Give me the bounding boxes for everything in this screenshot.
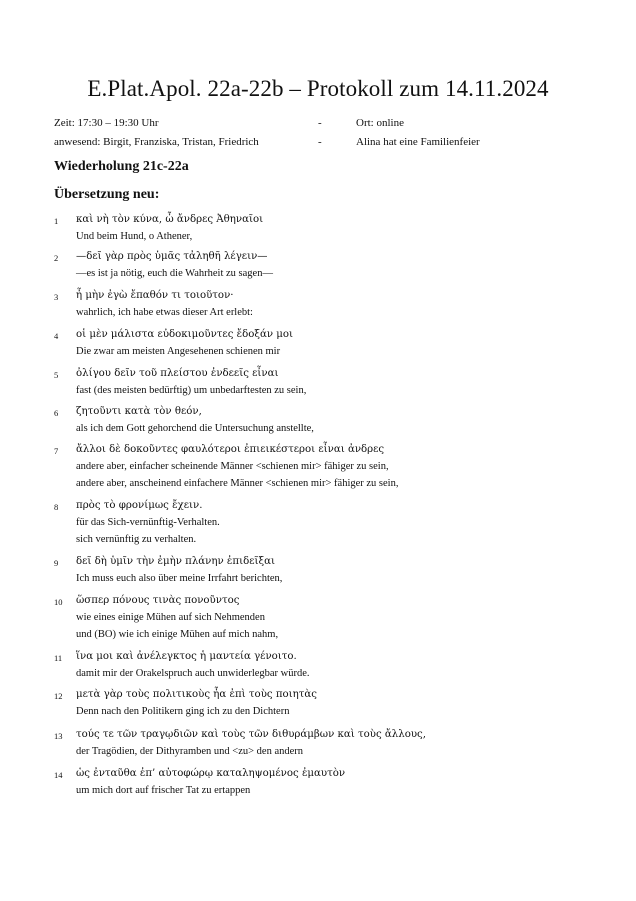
line-number: 2 [54,253,59,263]
german-line: um mich dort auf frischer Tat zu ertappen [76,785,251,796]
greek-line: ζητοῦντι κατὰ τὸν θεόν, [76,406,202,417]
greek-line: ὡς ἐνταῦθα ἐπ’ αὐτοφώρῳ καταληψομένος ἐμαυτὸν [76,768,346,779]
line-number: 13 [54,731,63,741]
german-line: wie eines einige Mühen auf sich Nehmenden [76,612,265,623]
greek-line: ἄλλοι δὲ δοκοῦντες φαυλότεροι ἐπιεικέστεροι εἶναι ἀνδρες [76,444,385,455]
meta-attendees: anwesend: Birgit, Franziska, Tristan, Friedrich [54,136,259,148]
german-line: wahrlich, ich habe etwas dieser Art erlebt: [76,307,253,318]
german-line: andere aber, anscheinend einfachere Männer <schienen mir> fähiger zu sein, [76,478,399,489]
german-line: —es ist ja nötig, euch die Wahrheit zu sagen— [76,268,273,279]
greek-line: ἵνα μοι καὶ ἀνέλεγκτος ἡ μαντεία γένοιτο. [76,651,297,662]
line-number: 3 [54,292,59,302]
greek-line: μετὰ γὰρ τοὺς πολιτικοὺς ἦα ἐπὶ τοὺς ποιητὰς [76,689,317,700]
greek-line: οἱ μὲν μάλιστα εὐδοκιμοῦντες ἔδοξάν μοι [76,329,294,340]
greek-line: δεῖ δὴ ὑμῖν τὴν ἐμὴν πλάνην ἐπιδεῖξαι [76,556,275,567]
german-line: andere aber, einfacher scheinende Männer <schienen mir> fähiger zu sein, [76,461,389,472]
heading-review: Wiederholung 21c-22a [54,159,189,174]
line-number: 12 [54,691,63,701]
line-number: 4 [54,331,59,341]
line-number: 7 [54,446,59,456]
meta-time: Zeit: 17:30 – 19:30 Uhr [54,117,159,129]
greek-line: καὶ νὴ τὸν κύνα, ὦ ἄνδρες Ἀθηναῖοι [76,214,264,225]
line-number: 11 [54,653,63,663]
greek-line: πρὸς τὸ φρονίμως ἔχειν. [76,500,203,511]
line-number: 1 [54,216,59,226]
line-number: 8 [54,502,59,512]
german-line: Die zwar am meisten Angesehenen schienen mir [76,346,281,357]
german-line: der Tragödien, der Dithyramben und <zu> den andern [76,746,304,757]
line-number: 9 [54,558,59,568]
german-line: als ich dem Gott gehorchend die Untersuchung anstellte, [76,423,314,434]
meta-note: Alina hat eine Familienfeier [356,136,480,148]
greek-line: ὥσπερ πόνους τινὰς πονοῦντος [76,595,240,606]
greek-line: ὀλίγου δεῖν τοῦ πλείστου ἐνδεεῖς εἶναι [76,368,279,379]
german-line: Ich muss euch also über meine Irrfahrt berichten, [76,573,283,584]
german-line: sich vernünftig zu verhalten. [76,534,197,545]
german-line: Denn nach den Politikern ging ich zu den Dichtern [76,706,290,717]
line-number: 5 [54,370,59,380]
german-line: damit mir der Orakelspruch auch unwiderlegbar würde. [76,668,310,679]
heading-translation: Übersetzung neu: [54,187,160,202]
greek-line: τούς τε τῶν τραγῳδιῶν καὶ τοὺς τῶν διθυράμβων καὶ τοὺς ἄλλους, [76,729,426,740]
german-line: fast (des meisten bedürftig) um unbedarftesten zu sein, [76,385,307,396]
meta-dash: - [318,136,322,148]
meta-location: Ort: online [356,117,404,129]
german-line: und (BO) wie ich einige Mühen auf mich nahm, [76,629,279,640]
german-line: für das Sich-vernünftig-Verhalten. [76,517,220,528]
meta-dash: - [318,117,322,129]
line-number: 14 [54,770,63,780]
document-title: E.Plat.Apol. 22a-22b – Protokoll zum 14.11.2024 [87,76,549,101]
line-number: 10 [54,597,63,607]
german-line: Und beim Hund, o Athener, [76,231,193,242]
greek-line: —δεῖ γὰρ πρὸς ὑμᾶς τἀληθῆ λέγειν— [76,251,268,262]
line-number: 6 [54,408,59,418]
greek-line: ἦ μὴν ἐγὼ ἔπαθόν τι τοιοῦτον· [76,290,234,301]
